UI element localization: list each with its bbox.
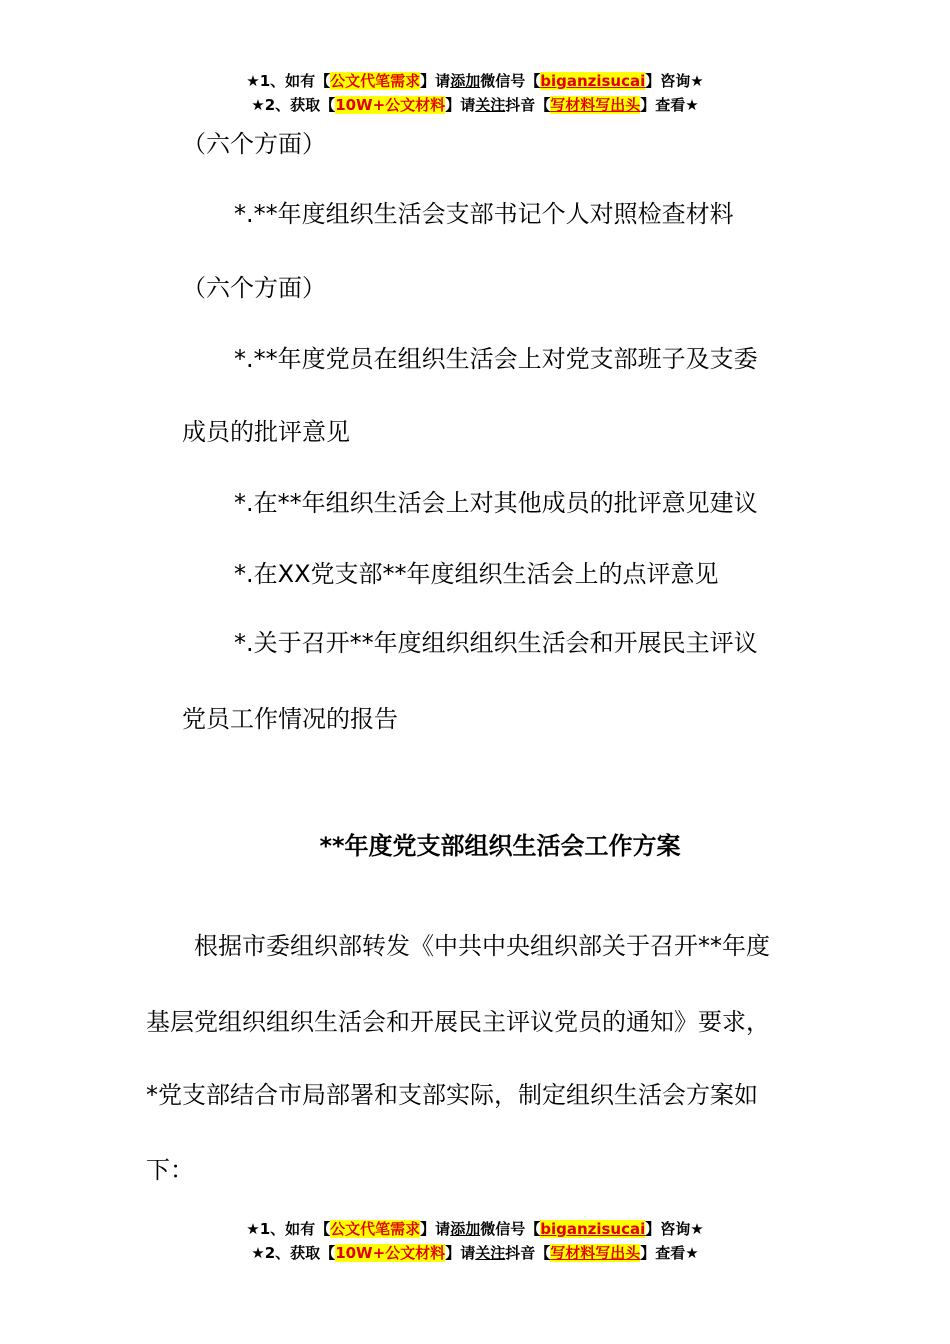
list-line: *.在XX党支部**年度组织生活会上的点评意见 [234,560,719,588]
promo-wechat-id: biganzisucai [540,72,646,90]
promo-underlined: 添加 [450,72,481,90]
paragraph-line: 基层党组织组织生活会和开展民主评议党员的通知》要求， [146,1008,770,1036]
promo-text: ★2、获取【 [251,96,336,114]
promo-wechat-id: biganzisucai [540,1220,646,1238]
list-line: *.关于召开**年度组织组织生活会和开展民主评议 [234,629,758,657]
promo-text: 】请 [420,1220,451,1238]
promo-underlined: 关注 [475,96,506,114]
promo-line-1 [0,69,950,93]
promo-text: 】请 [445,1244,476,1262]
paragraph-line: *党支部结合市局部署和支部实际，制定组织生活会方案如 [146,1081,758,1109]
promo-highlight: 公文代笔需求 [330,1220,421,1238]
promo-text: ★1、如有【 [246,72,331,90]
list-line: （六个方面） [182,274,326,302]
promo-douyin-id: 写材料写出头 [550,1244,641,1262]
promo-text: 】查看★ [640,96,699,114]
promo-highlight: 10W+公文材料 [335,1244,446,1262]
header-promo [0,69,950,117]
list-line: （六个方面） [182,130,326,158]
paragraph-line: 根据市委组织部转发《中共中央组织部关于召开**年度 [194,932,770,960]
promo-line-1 [0,1217,950,1241]
promo-highlight: 10W+公文材料 [335,96,446,114]
document-title: **年度党支部组织生活会工作方案 [319,832,681,860]
list-line: *.在**年组织生活会上对其他成员的批评意见建议 [234,489,758,517]
promo-text: 抖音【 [505,1244,551,1262]
list-line: 成员的批评意见 [182,418,350,446]
promo-text: 抖音【 [505,96,551,114]
promo-text: 】查看★ [640,1244,699,1262]
promo-line-2 [0,1241,950,1265]
promo-text: 】咨询★ [645,1220,704,1238]
promo-text: ★1、如有【 [246,1220,331,1238]
promo-text: 】请 [445,96,476,114]
footer-promo [0,1217,950,1265]
list-line: *.**年度党员在组织生活会上对党支部班子及支委 [234,345,758,373]
promo-text: 微信号【 [480,1220,541,1238]
promo-douyin-id: 写材料写出头 [550,96,641,114]
promo-text: 微信号【 [480,72,541,90]
promo-text: 】咨询★ [645,72,704,90]
list-line: *.**年度组织生活会支部书记个人对照检查材料 [234,200,734,228]
promo-text: ★2、获取【 [251,1244,336,1262]
list-line: 党员工作情况的报告 [182,705,398,733]
promo-line-2 [0,93,950,117]
promo-highlight: 公文代笔需求 [330,72,421,90]
promo-text: 】请 [420,72,451,90]
paragraph-line: 下： [146,1156,194,1184]
promo-underlined: 添加 [450,1220,481,1238]
promo-underlined: 关注 [475,1244,506,1262]
